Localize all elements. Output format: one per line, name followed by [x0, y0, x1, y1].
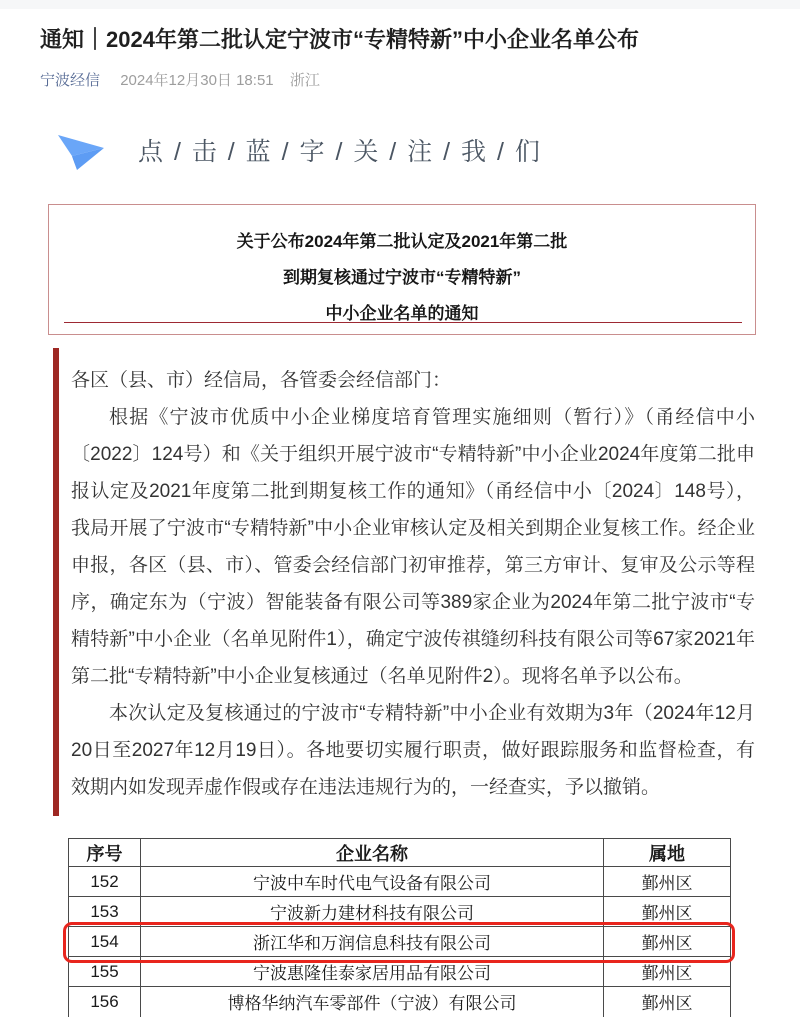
notice-underline	[64, 322, 742, 323]
cell-no: 154	[69, 927, 141, 957]
table-row	[69, 957, 731, 987]
follow-banner	[56, 124, 800, 176]
table-header-row	[69, 839, 731, 867]
account-link[interactable]: 宁波经信	[40, 72, 101, 89]
table-row	[69, 867, 731, 897]
header-no: 序号	[69, 839, 141, 867]
header-district: 属地	[604, 839, 731, 867]
table-row	[69, 987, 731, 1017]
table-row	[69, 897, 731, 927]
cell-district: 鄞州区	[604, 897, 731, 927]
notice-title-line3: 中小企业名单的通知	[325, 304, 479, 323]
notice-title-line1: 关于公布2024年第二批认定及2021年第二批	[236, 232, 568, 251]
notice-title-line2: 到期复核通过宁波市“专精特新”	[283, 268, 521, 287]
paper-plane-icon	[56, 127, 106, 173]
table-row-highlighted	[69, 927, 731, 957]
cell-company: 宁波惠隆佳泰家居用品有限公司	[141, 957, 604, 987]
cell-district: 鄞州区	[604, 927, 731, 957]
notice-title-box	[48, 204, 756, 335]
cell-no: 155	[69, 957, 141, 987]
cell-district: 鄞州区	[604, 987, 731, 1017]
follow-banner-text: 点 / 击 / 蓝 / 字 / 关 / 注 / 我 / 们	[138, 138, 542, 166]
header-company: 企业名称	[141, 839, 604, 867]
red-left-bar	[53, 348, 59, 816]
cell-no: 156	[69, 987, 141, 1017]
company-table-wrap	[68, 838, 730, 1017]
cell-district: 鄞州区	[604, 957, 731, 987]
top-strip	[0, 0, 800, 9]
body-salutation: 各区（县、市）经信局，各管委会经信部门：	[71, 370, 452, 391]
cell-company: 博格华纳汽车零部件（宁波）有限公司	[141, 987, 604, 1017]
notice-body-text	[65, 348, 755, 816]
cell-no: 153	[69, 897, 141, 927]
body-paragraph-1: 根据《宁波市优质中小企业梯度培育管理实施细则（暂行）》（甬经信中小〔2022〕124号）和《关于组织开展宁波市“专精特新”中小企业2024年度第二批申报认定及2021年度第二批到期复核工作的通知》（甬经信中小〔2024〕148号），我局开展了宁波市“专精特新”中小企业审核认定及相关到期企业复核工作。经企业申报，各区（县、市）、管委会经信部门初审推荐，第三方审计、复审及公示等程序，确定东为（宁波）智能装备有限公司等389家企业为2024年第二批宁波市“专精特新”中小企业（名单见附件1），确定宁波传祺缝纫科技有限公司等67家2021年第二批“专精特新”中小企业复核通过（名单见附件2）。现将名单予以公布。	[71, 407, 755, 687]
body-paragraph-2: 本次认定及复核通过的宁波市“专精特新”中小企业有效期为3年（2024年12月20日至2027年12月19日）。各地要切实履行职责，做好跟踪服务和监督检查，有效期内如发现弄虚作假或存在违法违规行为的，一经查实，予以撤销。	[71, 703, 755, 798]
byline	[40, 69, 760, 90]
cell-no: 152	[69, 867, 141, 897]
notice-body	[53, 348, 760, 816]
cell-company: 浙江华和万润信息科技有限公司	[141, 927, 604, 957]
publish-location: 浙江	[289, 72, 320, 89]
publish-datetime: 2024年12月30日 18:51	[120, 72, 274, 89]
page-title: 通知｜2024年第二批认定宁波市“专精特新”中小企业名单公布	[40, 27, 639, 52]
company-table	[68, 838, 731, 1017]
cell-company: 宁波新力建材科技有限公司	[141, 897, 604, 927]
cell-company: 宁波中车时代电气设备有限公司	[141, 867, 604, 897]
cell-district: 鄞州区	[604, 867, 731, 897]
